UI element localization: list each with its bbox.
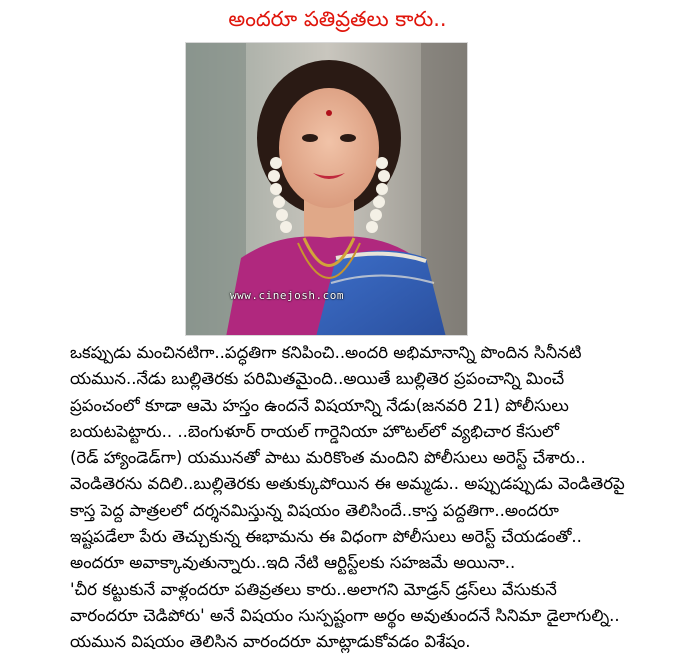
article-line: బయటపెట్టారు.. ..బెంగుళూర్ రాయల్ గార్డెనియా హొటల్‌లో వ్యభిచార కేసులో (70, 421, 560, 441)
article-line: యమున విషయం తెలిసిన వారందరూ మాట్లాడుకోవడం విశేషం. (70, 632, 471, 652)
article-line: యమున..నేడు బుల్లితెరకు పరిమితమైంది..అయితే బుల్లితెర ప్రపంచాన్ని మించే (70, 369, 565, 389)
photo-watermark: www.cinejosh.com (230, 289, 344, 302)
article-line: ప్రపంచంలో కూడా ఆమె హస్తం ఉందనే విషయాన్ని నేడు(జనవరి 21) పోలీసులు (70, 395, 569, 415)
article-line: 'చీర కట్టుకునే వాళ్లందరూ పతివ్రతలు కారు..అలాగని మోడ్రన్ డ్రస్‌లు వేసుకునే (70, 579, 557, 599)
article-line: ఒకప్పుడు మంచినటిగా..పద్ధతిగా కనిపించి..అందరి అభిమానాన్ని పొందిన సినీనటి (70, 343, 582, 362)
article-body (70, 340, 650, 656)
article-line: (రెడ్ హ్యాండెడ్‌గా) యమునతో పాటు మరికొంత మందిని పోలీసులు అరెస్ట్ చేశారు.. (70, 448, 586, 468)
article-line: వెండితెరను వదిలి..బుల్లితెరకు అతుక్కుపోయిన ఈ అమ్మడు.. అప్పుడప్పుడు వెండితెరపై (70, 474, 625, 494)
article-line: అందరూ అవాక్కావుతున్నారు..ఇది నేటి ఆర్టిస్ట్‌లకు సహజమే అయినా.. (70, 553, 516, 573)
article-line: కాస్త పెద్ద పాత్రలలో దర్శనమిస్తున్న విషయం తెలిసిందే..కాస్త పద్దతిగా..అందరూ (70, 500, 559, 520)
headline: అందరూ పతివ్రతలు కారు.. (228, 7, 447, 31)
article-photo (185, 42, 468, 336)
article-line: వారందరూ చెడిపోరు' అనే విషయం సుస్పష్టంగా అర్థం అవుతుందనే సినిమా డైలాగుల్ని.. (70, 605, 620, 625)
article-line: ఇష్టపడేలా పేరు తెచ్చుకున్న ఈభామను ఈ విధంగా పోలీసులు అరెస్ట్ చేయడంతో.. (70, 527, 582, 547)
